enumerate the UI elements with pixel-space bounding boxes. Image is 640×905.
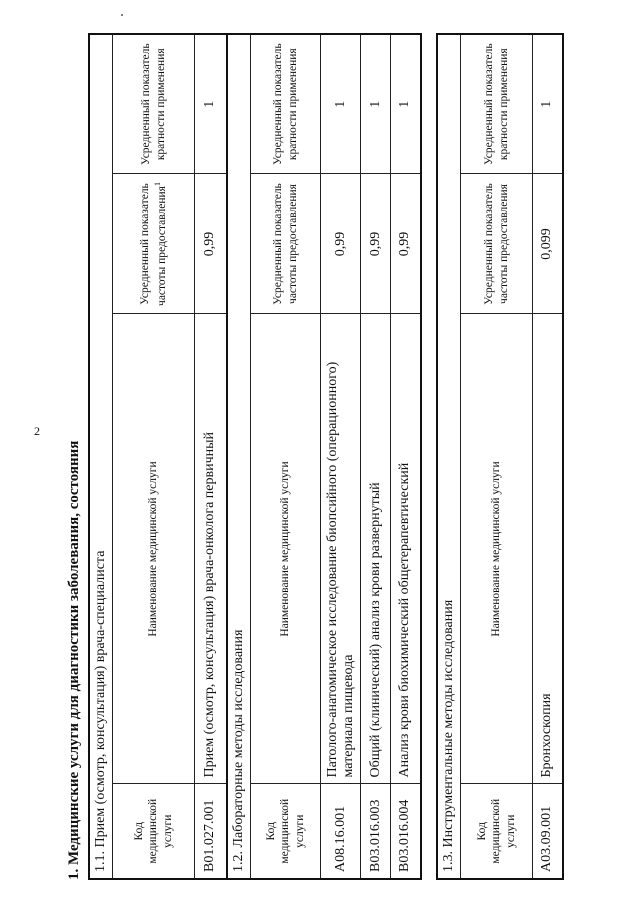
header-code: Код медицинской услуги xyxy=(113,784,195,879)
header-code: Код медицинской услуги xyxy=(251,784,321,879)
service-name: Общий (клинический) анализ крови развернутый xyxy=(361,314,391,784)
consultation-table xyxy=(88,33,228,880)
table-title: 1.3. Инструментальные методы исследования xyxy=(437,34,461,879)
service-name: Бронхоскопия xyxy=(533,314,563,784)
table-row xyxy=(321,34,361,879)
header-multiplicity: Усредненный показатель кратности применения xyxy=(251,34,321,174)
frequency-value: 0,099 xyxy=(533,174,563,314)
table-row xyxy=(391,34,421,879)
frequency-value: 0,99 xyxy=(361,174,391,314)
frequency-value: 0,99 xyxy=(391,174,421,314)
section-consultation xyxy=(88,35,228,880)
section-instrumental-methods xyxy=(436,35,586,880)
multiplicity-value: 1 xyxy=(533,34,563,174)
header-name: Наименование медицинской услуги xyxy=(113,314,195,784)
page-number: 2 xyxy=(34,424,40,438)
header-name: Наименование медицинской услуги xyxy=(461,314,533,784)
table-title: 1.1. Прием (осмотр, консультация) врача-специалиста xyxy=(89,34,113,879)
table-row xyxy=(195,34,227,879)
table-row xyxy=(533,34,563,879)
multiplicity-value: 1 xyxy=(361,34,391,174)
lab-methods-table xyxy=(226,33,422,880)
service-code: B03.016.003 xyxy=(361,784,391,879)
header-name: Наименование медицинской услуги xyxy=(251,314,321,784)
service-code: B03.016.004 xyxy=(391,784,421,879)
multiplicity-value: 1 xyxy=(321,34,361,174)
instrumental-methods-table xyxy=(436,33,564,880)
section-heading: 1. Медицинские услуги для диагностики заболевания, состояния xyxy=(66,440,82,880)
frequency-value: 0,99 xyxy=(195,174,227,314)
header-frequency: Усредненный показатель частоты предоставления xyxy=(461,174,533,314)
multiplicity-value: 1 xyxy=(391,34,421,174)
section-lab-methods xyxy=(226,35,416,880)
footnote-mark: 1 xyxy=(152,182,162,187)
service-code: B01.027.001 xyxy=(195,784,227,879)
frequency-value: 0,99 xyxy=(321,174,361,314)
multiplicity-value: 1 xyxy=(195,34,227,174)
service-name: Патолого-анатомическое исследование биопсийного (операционного) материала пищевода xyxy=(321,314,361,784)
header-frequency: Усредненный показатель частоты предоставления$^1$ xyxy=(113,174,195,314)
header-code: Код медицинской услуги xyxy=(461,784,533,879)
service-code: A08.16.001 xyxy=(321,784,361,879)
service-name: Прием (осмотр, консультация) врача-онколога первичный xyxy=(195,314,227,784)
table-title: 1.2. Лабораторные методы исследования xyxy=(227,34,251,879)
header-multiplicity: Усредненный показатель кратности применения xyxy=(461,34,533,174)
rotated-document xyxy=(66,10,626,880)
table-row xyxy=(361,34,391,879)
header-frequency: Усредненный показатель частоты предоставления xyxy=(251,174,321,314)
header-multiplicity: Усредненный показатель кратности применения xyxy=(113,34,195,174)
service-code: A03.09.001 xyxy=(533,784,563,879)
service-name: Анализ крови биохимический общетерапевтический xyxy=(391,314,421,784)
